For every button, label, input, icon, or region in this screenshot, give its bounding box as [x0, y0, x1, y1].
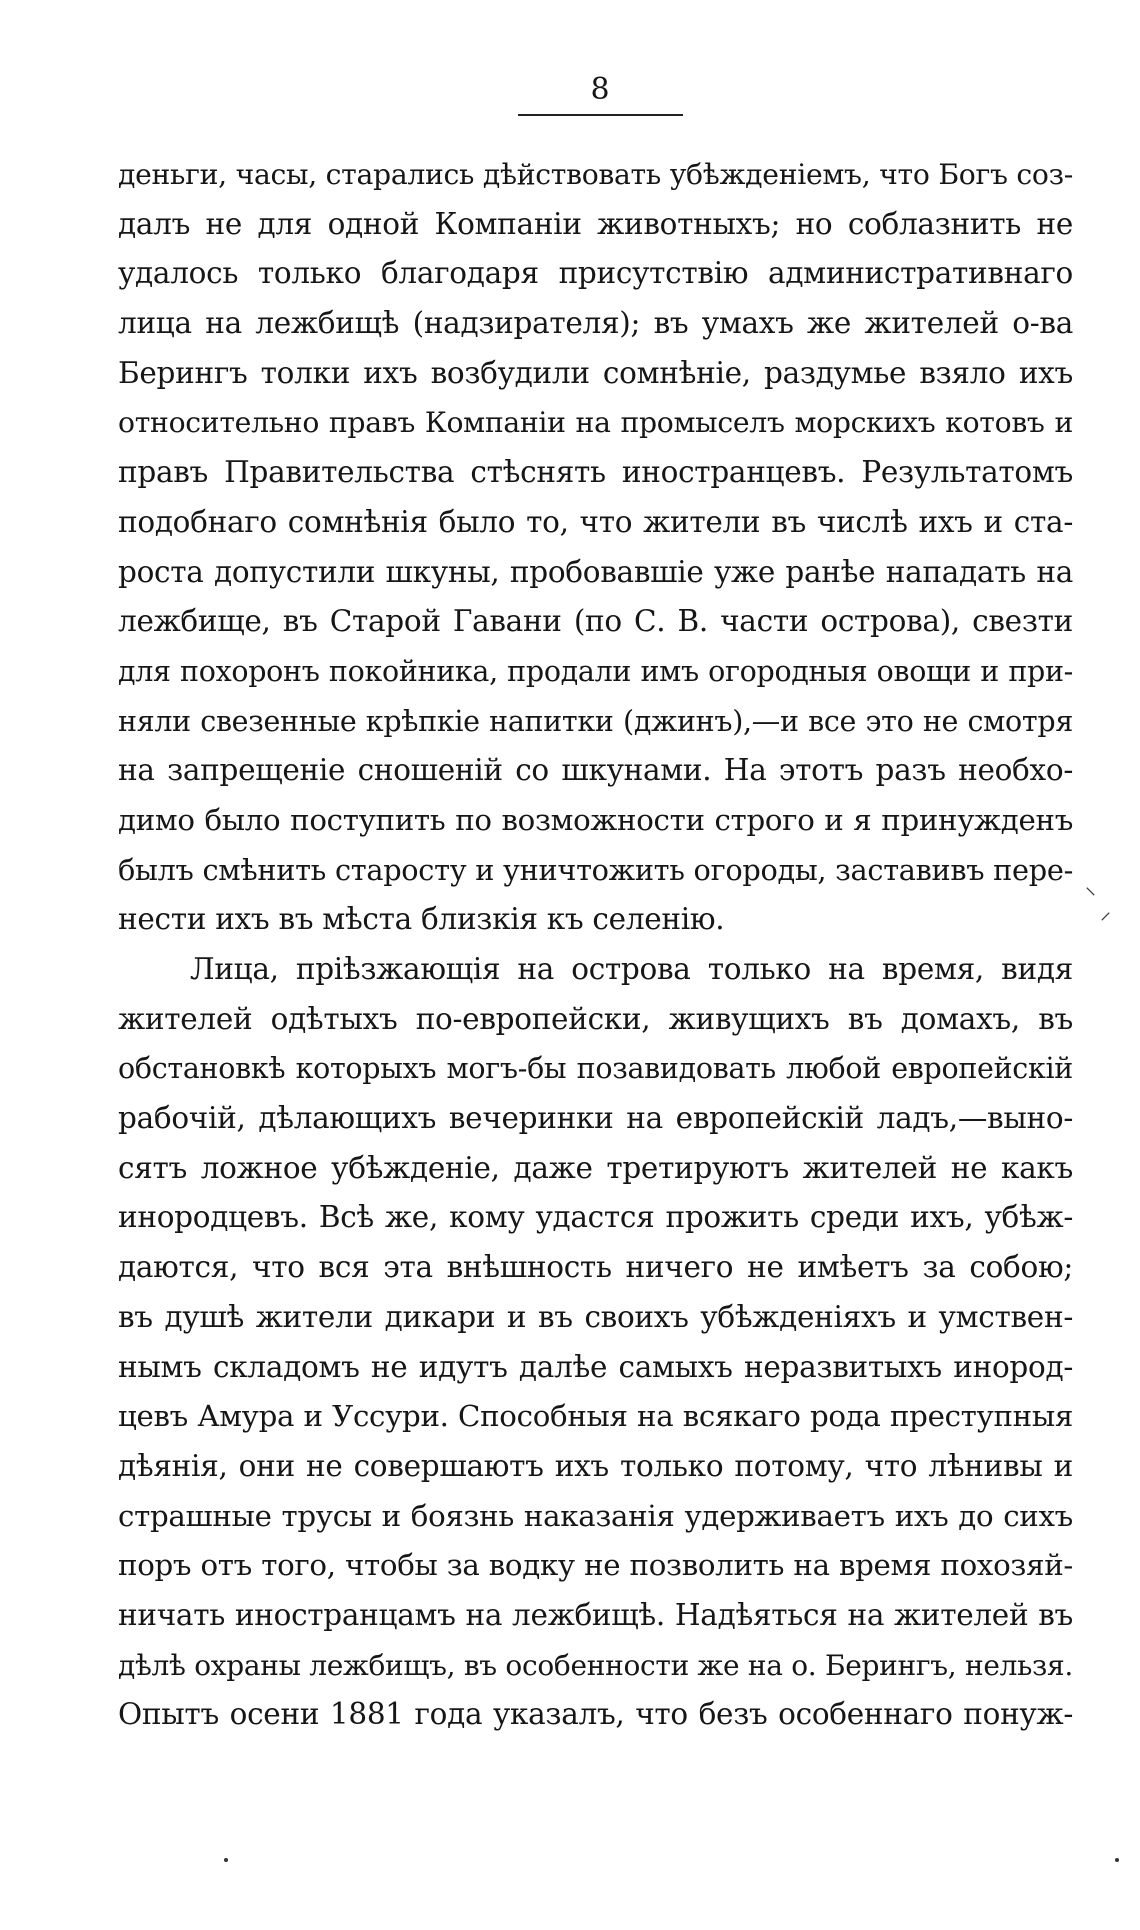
page-number-rule — [518, 114, 683, 116]
text-line: Опытъ осени 1881 года указалъ, что безъ особеннаго понуж- — [118, 1697, 1073, 1732]
body-text — [118, 150, 1073, 1740]
text-line: ничать иностранцамъ на лежбищѣ. Надѣяться на жителей въ — [118, 1597, 1073, 1632]
text-line: правъ Правительства стѣснять иностранцевъ. Результатомъ — [118, 455, 1073, 490]
text-line: удалось только благодаря присутствію административнаго — [118, 256, 1073, 291]
text-line: въ душѣ жители дикари и въ своихъ убѣжденіяхъ и умствен- — [118, 1299, 1073, 1334]
text-line: цевъ Амура и Уссури. Способныя на всякаго рода преступныя — [118, 1399, 1073, 1434]
text-line: рабочій, дѣлающихъ вечеринки на европейскій ладъ,—выно- — [118, 1101, 1073, 1136]
text-line: страшные трусы и боязнь наказанія удерживаетъ ихъ до сихъ — [118, 1498, 1073, 1533]
text-line: подобнаго сомнѣнія было то, что жители въ числѣ ихъ и ста- — [118, 504, 1073, 539]
text-line: дѣлѣ охраны лежбищъ, въ особенности же на о. Берингъ, нельзя. — [118, 1648, 1073, 1682]
paragraph-2 — [118, 945, 1073, 1740]
scan-speck — [1115, 1858, 1119, 1862]
margin-pencil-mark: ⸍ — [1100, 909, 1112, 934]
text-line: роста допустили шкуны, пробовавшіе уже ранѣе нападать на — [118, 554, 1073, 589]
text-line: сятъ ложное убѣжденіе, даже третируютъ жителей не какъ — [118, 1150, 1073, 1185]
text-line: далъ не для одной Компаніи животныхъ; но соблазнить не — [118, 206, 1073, 241]
text-line: даются, что вся эта внѣшность ничего не имѣетъ за собою; — [118, 1250, 1073, 1285]
text-line: лежбище, въ Старой Гавани (по С. В. части острова), свезти — [118, 604, 1073, 639]
text-line: Берингъ толки ихъ возбудили сомнѣніе, раздумье взяло ихъ — [118, 355, 1073, 390]
paragraph-1 — [118, 150, 1073, 945]
text-line: нымъ складомъ не идутъ далѣе самыхъ неразвитыхъ инород- — [118, 1349, 1073, 1384]
text-line: относительно правъ Компаніи на промыселъ морскихъ котовъ и — [118, 406, 1073, 440]
text-line: для похоронъ покойника, продали имъ огородныя овощи и при- — [118, 654, 1073, 688]
text-line: дѣянія, они не совершаютъ ихъ только потому, что лѣнивы и — [118, 1448, 1073, 1483]
text-line: поръ отъ того, чтобы за водку не позволить на время похозяй- — [118, 1548, 1073, 1583]
text-line: инородцевъ. Всѣ же, кому удастся прожить среди ихъ, убѣж- — [118, 1200, 1073, 1235]
margin-pencil-mark: ⸌ — [1085, 884, 1097, 909]
text-line: жителей одѣтыхъ по-европейски, живущихъ въ домахъ, въ — [118, 1001, 1073, 1036]
text-line: лица на лежбищѣ (надзирателя); въ умахъ же жителей о-ва — [118, 306, 1073, 341]
scan-speck — [224, 1858, 228, 1862]
text-line: димо было поступить по возможности строго и я принужденъ — [118, 802, 1073, 837]
text-line: былъ смѣнить старосту и уничтожить огороды, заставивъ пере- — [118, 852, 1073, 887]
text-line: нести ихъ въ мѣста близкія къ селенію. — [118, 902, 725, 937]
text-line: няли свезенные крѣпкіе напитки (джинъ),—и все это не смотря — [118, 704, 1073, 738]
text-line: обстановкѣ которыхъ могъ-бы позавидовать любой европейскій — [118, 1052, 1073, 1086]
text-line: деньги, часы, старались дѣйствовать убѣжденіемъ, что Богъ соз- — [118, 158, 1073, 191]
page-number: 8 — [590, 72, 610, 107]
text-line: Лица, пріѣзжающія на острова только на время, видя — [190, 952, 1073, 986]
text-line: на запрещеніе сношеній со шкунами. На этотъ разъ необхо- — [118, 753, 1073, 788]
